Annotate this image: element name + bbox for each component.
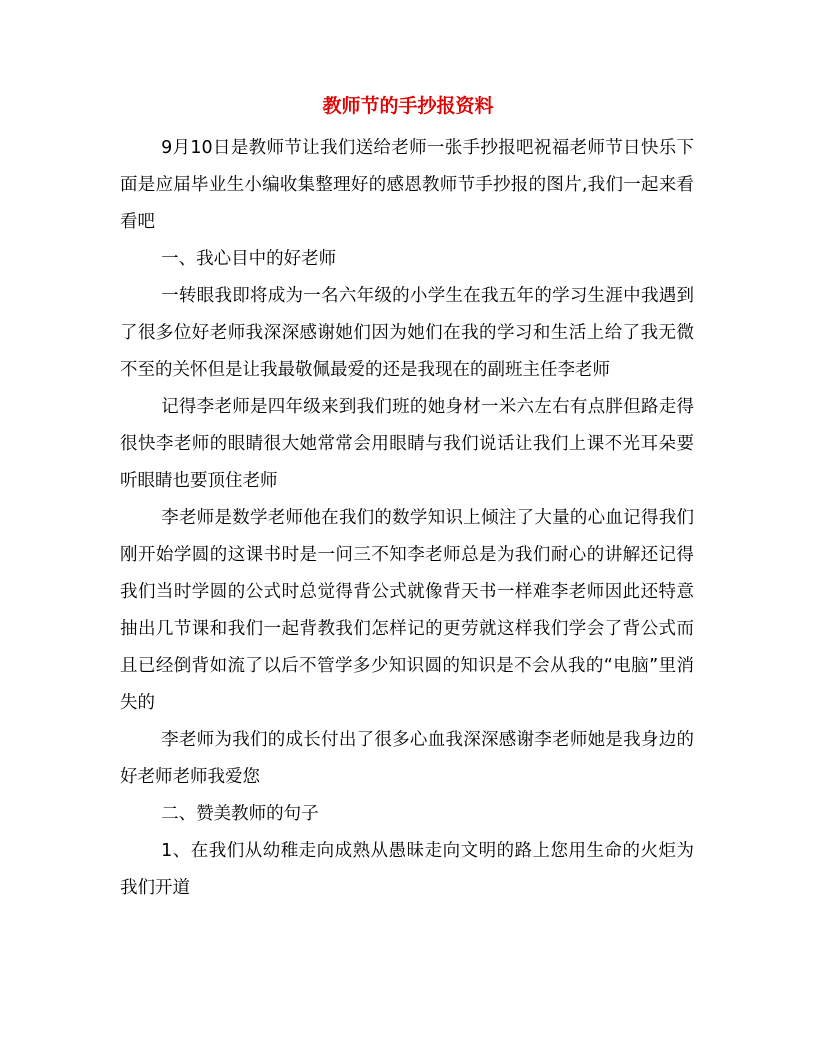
document-title: 教师节的手抄报资料 [322,95,494,117]
paragraph: 记得李老师是四年级来到我们班的她身材一米六左右有点胖但路走得很快李老师的眼睛很大她常常会用眼睛与我们说话让我们上课不光耳朵要听眼睛也要顶住老师 [120,397,694,491]
section-heading-good-teacher: 一、我心目中的好老师 [161,249,337,269]
paragraph: 李老师是数学老师他在我们的数学知识上倾注了大量的心血记得我们刚开始学圆的这课书时是一问三不知李老师总是为我们耐心的讲解还记得我们当时学圆的公式时总觉得背公式就像背天书一样难李老师因此还特意抽出几节课和我们一起背教我们怎样记的更劳就这样我们学会了背公式而且已经倒背如流了以后不管学多少知识圆的知识是不会从我的“电脑”里消失的 [120,508,694,713]
paragraph: 1、在我们从幼稚走向成熟从愚昧走向文明的路上您用生命的火炬为我们开道 [120,841,694,898]
paragraph: 一转眼我即将成为一名六年级的小学生在我五年的学习生涯中我遇到了很多位好老师我深深感谢她们因为她们在我的学习和生活上给了我无微不至的关怀但是让我最敬佩最爱的还是我现在的副班主任李老师 [120,286,694,380]
section-heading-praise-sentences: 二、赞美教师的句子 [161,804,319,824]
paragraph-intro: 9月10日是教师节让我们送给老师一张手抄报吧祝福老师节日快乐下面是应届毕业生小编收集整理好的感恩教师节手抄报的图片,我们一起来看看吧 [120,138,694,232]
document-body [120,130,694,907]
paragraph: 李老师为我们的成长付出了很多心血我深深感谢李老师她是我身边的好老师老师我爱您 [120,730,694,787]
